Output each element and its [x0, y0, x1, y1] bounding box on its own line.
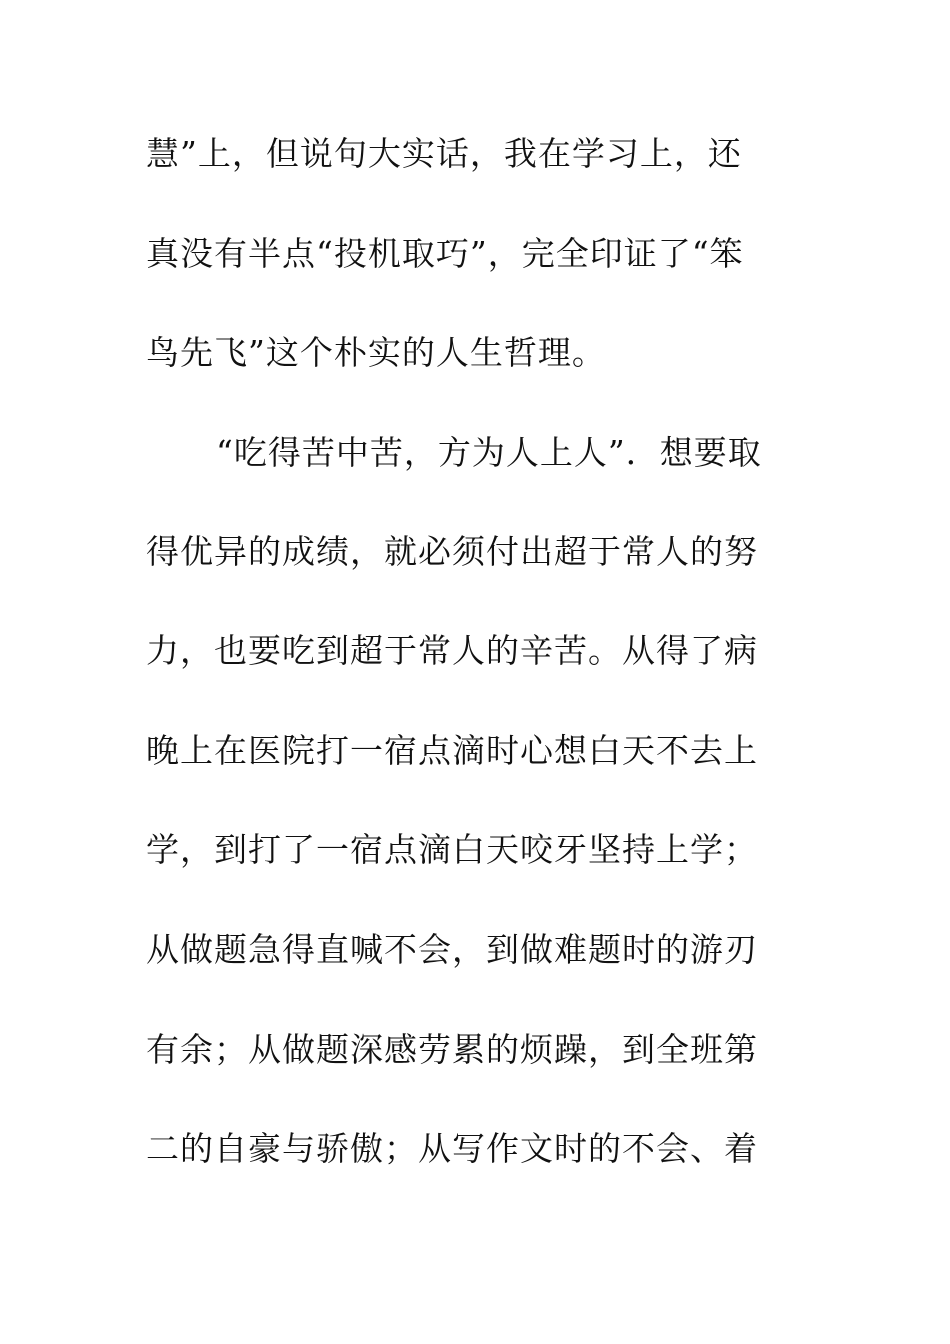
paragraph-first-line: “吃得苦中苦，方为人上人”．想要取: [216, 433, 762, 472]
text-line: 学，到打了一宿点滴白天咬牙坚持上学；: [146, 830, 758, 869]
text-line: 力，也要吃到超于常人的辛苦。从得了病: [146, 631, 758, 670]
text-line: 二的自豪与骄傲；从写作文时的不会、着: [146, 1129, 758, 1168]
text-line: 晚上在医院打一宿点滴时心想白天不去上: [146, 731, 758, 770]
text-line: 从做题急得直喊不会，到做难题时的游刃: [146, 930, 758, 969]
text-line: 真没有半点“投机取巧”，完全印证了“笨: [146, 234, 744, 273]
text-line: 鸟先飞”这个朴实的人生哲理。: [146, 333, 606, 372]
text-line: 慧”上，但说句大实话，我在学习上，还: [146, 134, 742, 173]
text-line: 有余；从做题深感劳累的烦躁，到全班第: [146, 1030, 758, 1069]
text-line: 得优异的成绩，就必须付出超于常人的努: [146, 532, 758, 571]
